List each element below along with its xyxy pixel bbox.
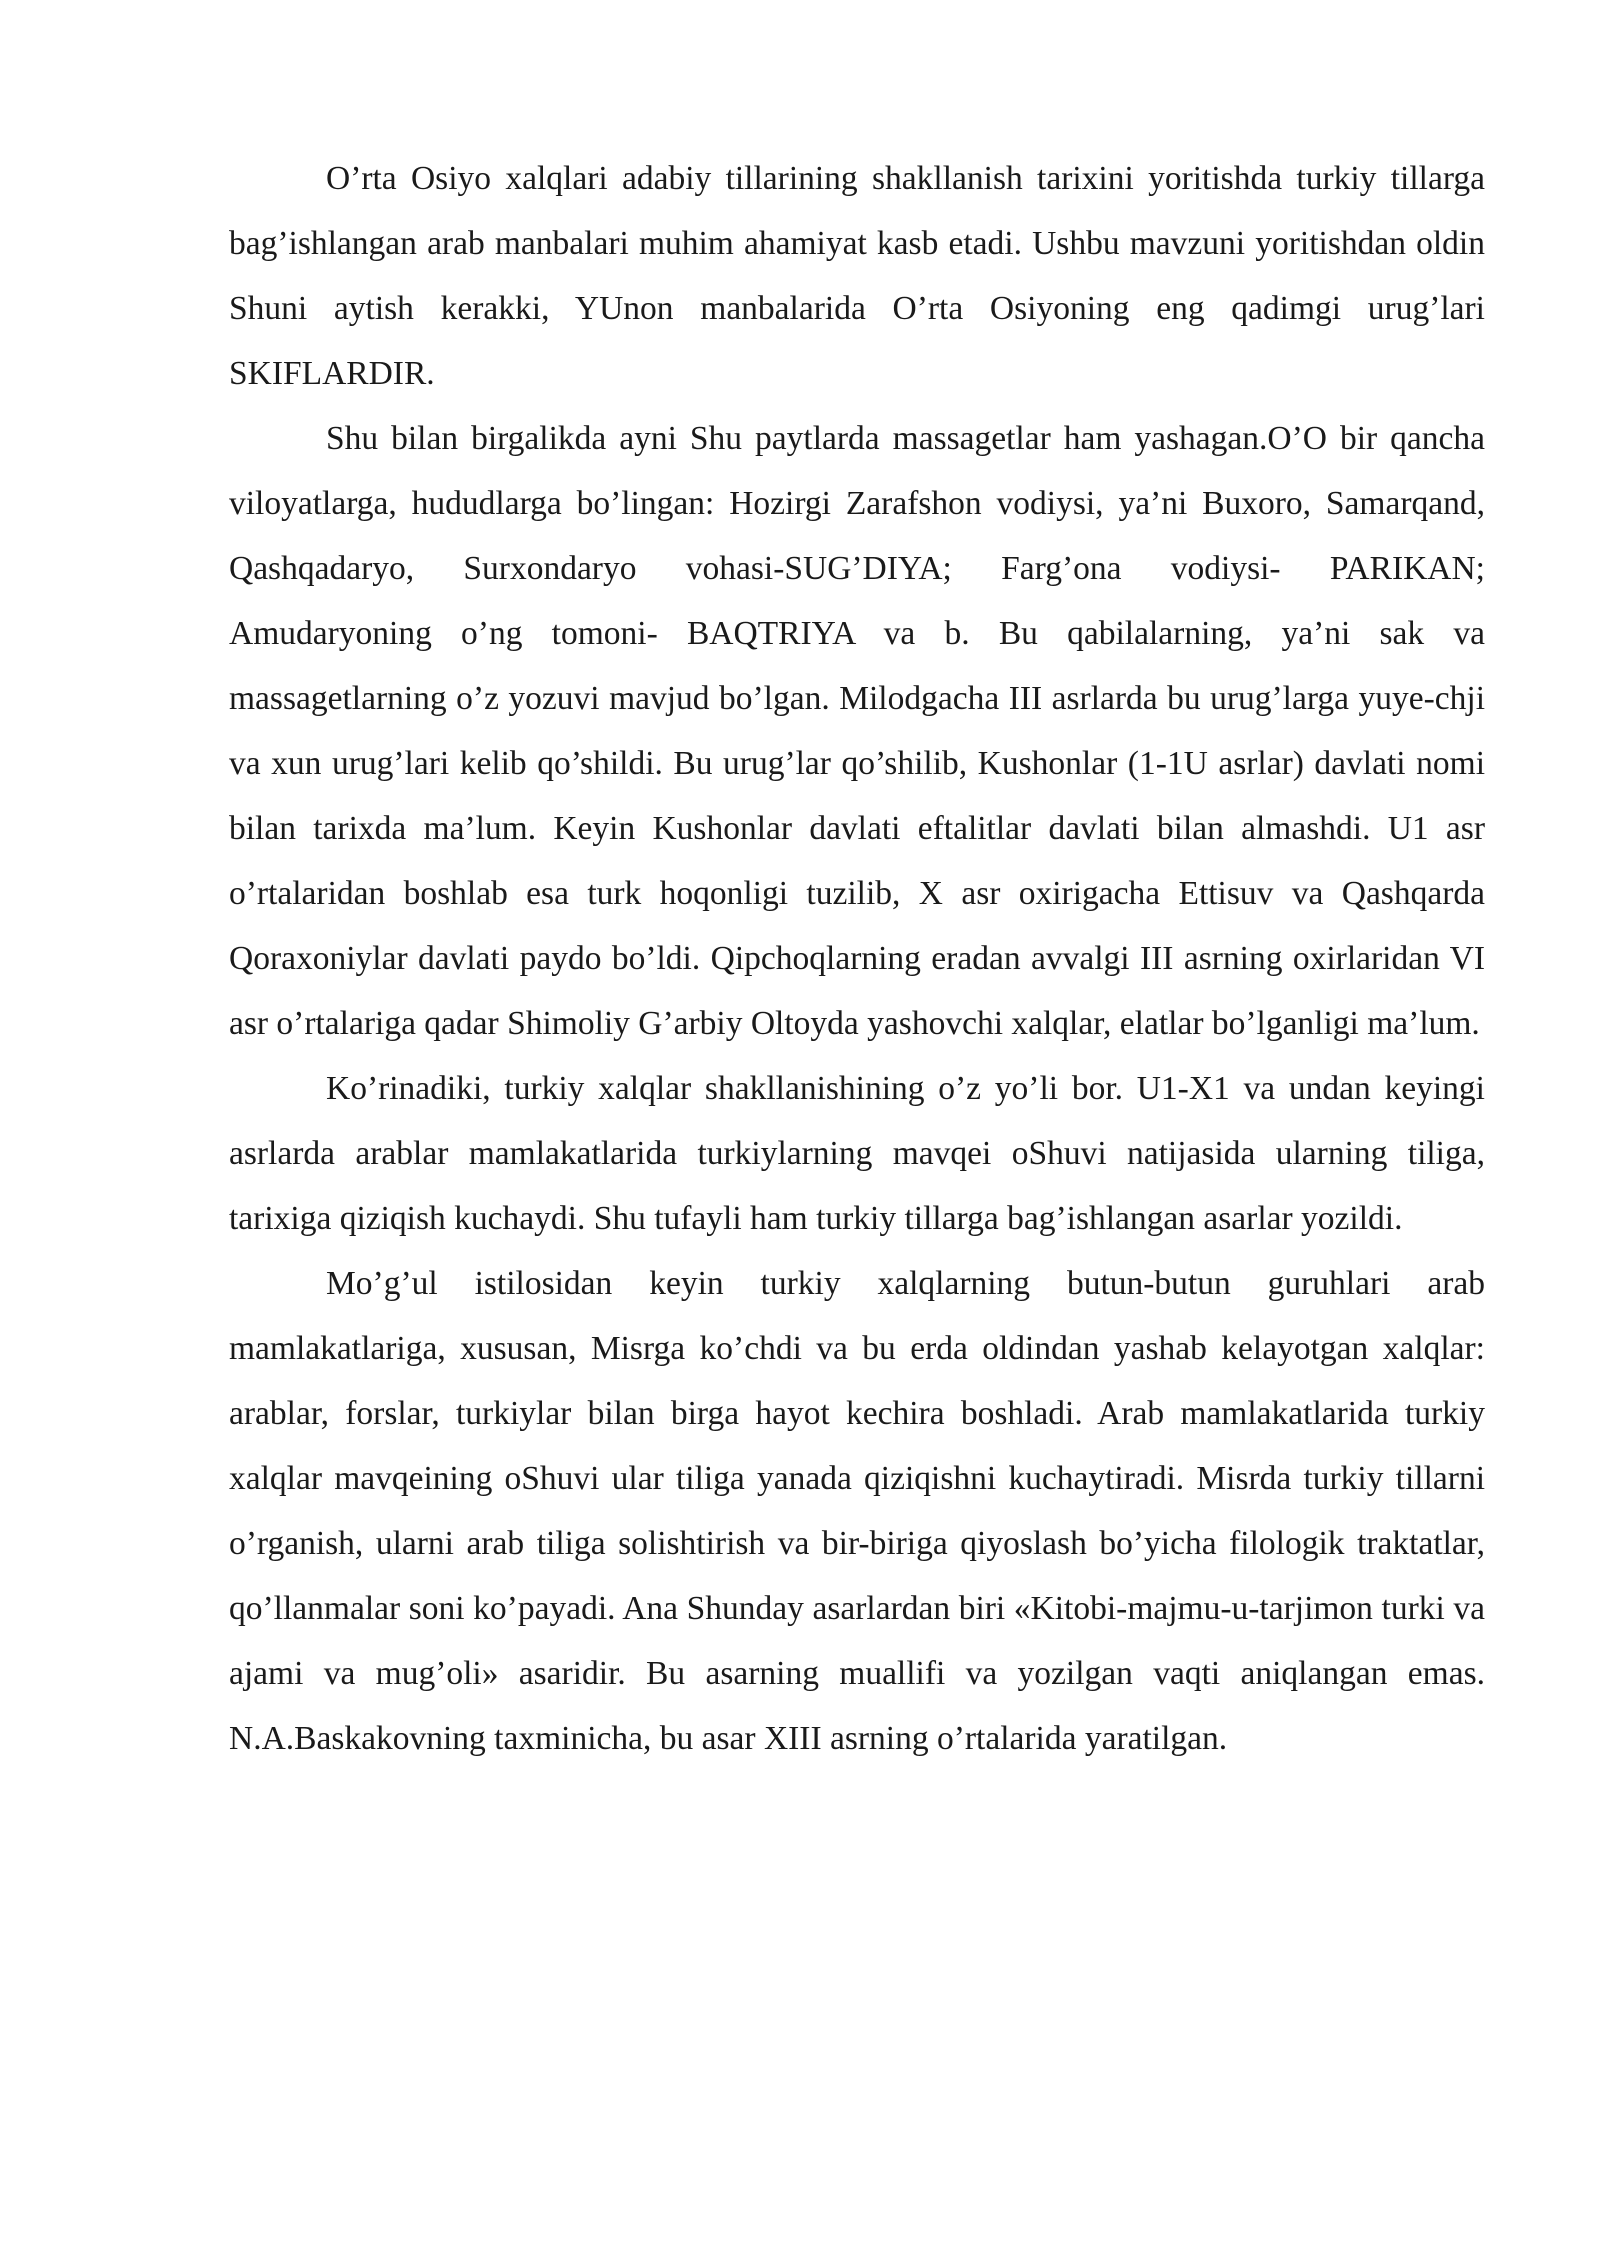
paragraph-4: Mo’g’ul istilosidan keyin turkiy xalqlarning butun-butun guruhlari arab mamlakatlariga, xususan, Misrga ko’chdi va bu erda oldindan yashab kelayotgan xalqlar: arablar, forslar, turkiylar bilan birga hayot kechira boshladi. Arab mamlakatlarida turkiy xalqlar mavqeining oShuvi ular tiliga yanada qiziqishni kuchaytiradi. Misrda turkiy tillarni o’rganish, ularni arab tiliga solishtirish va bir-biriga qiyoslash bo’yicha filologik traktatlar, qo’llanmalar soni ko’payadi. Ana Shunday asarlardan biri «Kitobi-majmu-u-tarjimon turki va ajami va mug’oli» asaridir. Bu asarning muallifi va yozilgan vaqti aniqlangan emas. N.A.Baskakovning taxminicha, bu asar XIII asrning o’rtalarida yaratilgan. bbox=[229, 1265, 1485, 1757]
paragraph-1: O’rta Osiyo xalqlari adabiy tillarining shakllanish tarixini yoritishda turkiy tillarga bag’ishlangan arab manbalari muhim ahamiyat kasb etadi. Ushbu mavzuni yoritishdan oldin Shuni aytish kerakki, YUnon manbalarida O’rta Osiyoning eng qadimgi urug’lari SKIFLARDIR. bbox=[229, 160, 1485, 392]
document-body bbox=[229, 146, 1485, 1771]
paragraph-3: Ko’rinadiki, turkiy xalqlar shakllanishining o’z yo’li bor. U1-X1 va undan keyingi asrlarda arablar mamlakatlarida turkiylarning mavqei oShuvi natijasida ularning tiliga, tarixiga qiziqish kuchaydi. Shu tufayli ham turkiy tillarga bag’ishlangan asarlar yozildi. bbox=[229, 1070, 1485, 1237]
paragraph-2: Shu bilan birgalikda ayni Shu paytlarda massagetlar ham yashagan.O’O bir qancha viloyatlarga, hududlarga bo’lingan: Hozirgi Zarafshon vodiysi, ya’ni Buxoro, Samarqand, Qashqadaryo, Surxondaryo vohasi-SUG’DIYA; Farg’ona vodiysi- PARIKAN; Amudaryoning o’ng tomoni- BAQTRIYA va b. Bu qabilalarning, ya’ni sak va massagetlarning o’z yozuvi mavjud bo’lgan. Milodgacha III asrlarda bu urug’larga yuye-chji va xun urug’lari kelib qo’shildi. Bu urug’lar qo’shilib, Kushonlar (1-1U asrlar) davlati nomi bilan tarixda ma’lum. Keyin Kushonlar davlati eftalitlar davlati bilan almashdi. U1 asr o’rtalaridan boshlab esa turk hoqonligi tuzilib, X asr oxirigacha Ettisuv va Qashqarda Qoraxoniylar davlati paydo bo’ldi. Qipchoqlarning eradan avvalgi III asrning oxirlaridan VI asr o’rtalariga qadar Shimoliy G’arbiy Oltoyda yashovchi xalqlar, elatlar bo’lganligi ma’lum. bbox=[229, 420, 1485, 1042]
